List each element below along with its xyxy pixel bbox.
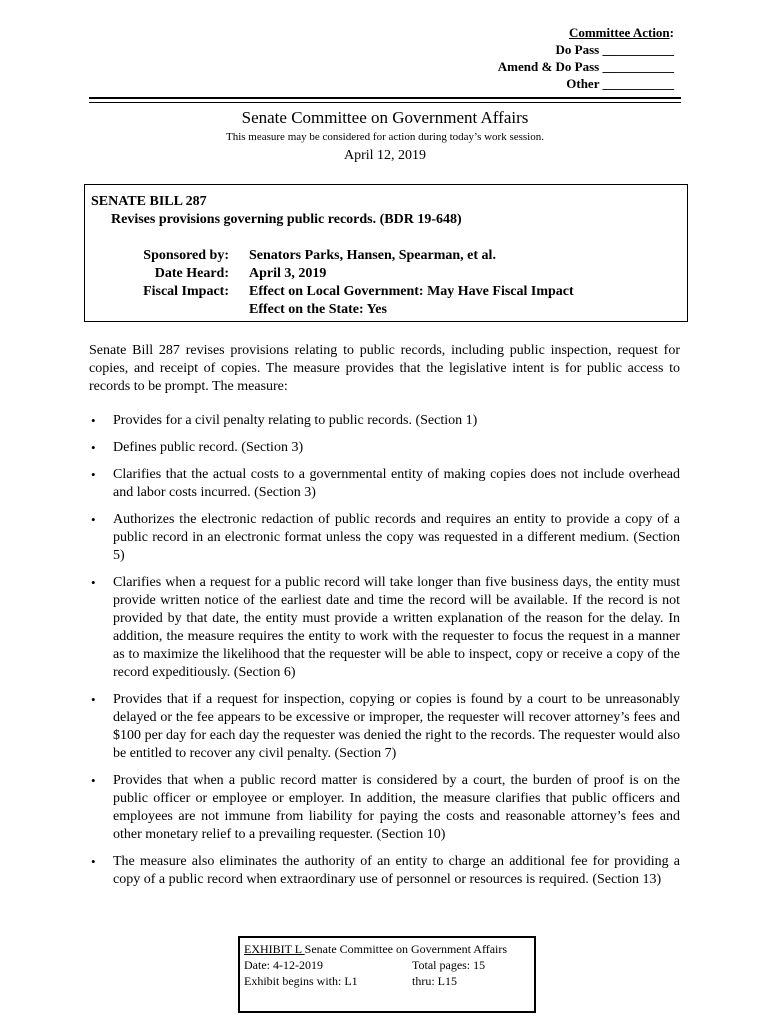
bullet-icon: •: [91, 467, 96, 482]
sponsors-value: Senators Parks, Hansen, Spearman, et al.: [249, 248, 496, 263]
list-item-text: Provides that if a request for inspection, copying or copies is found by a court to be unreasonably delayed or the fee appears to be excessive or improper, the requester will recover attorney’s fees and $100 per day for each day the requester was denied the right to the records. The requester would also be entitled to recover any civil penalty. (Section 7): [113, 692, 680, 761]
amend-do-pass-line: Amend & Do Pass ___________: [497, 59, 674, 74]
date-heard-value: April 3, 2019: [249, 266, 327, 281]
exhibit-label: EXHIBIT L: [244, 942, 305, 956]
bill-intro-paragraph: Senate Bill 287 revises provisions relating to public records, including public inspection, request for copies, and receipt of copies. The measure provides that the legislative intent is for public access to records to be prompt. The measure:: [89, 343, 680, 394]
work-session-note: This measure may be considered for action during today’s work session.: [225, 131, 544, 143]
exhibit-stamp: [238, 936, 536, 1013]
state-fiscal-value: Effect on the State: Yes: [249, 302, 387, 317]
list-item-text: Clarifies when a request for a public record will take longer than five business days, the entity must provide written notice of the earliest date and time the record will be available. If the record is not provided by that date, the entity must provide a written explanation of the reason for the delay. In addition, the measure requires the entity to work with the requester to focus the request in a manner as to maximize the likelihood that the requester will be able to inspect, copy or receive a copy of the record expeditiously. (Section 6): [113, 575, 680, 680]
other-line: Other ___________: [566, 76, 674, 91]
bill-number: SENATE BILL 287: [91, 194, 207, 209]
bill-field-labels: [129, 247, 229, 301]
bullet-icon: •: [91, 773, 96, 788]
list-item-text: Authorizes the electronic redaction of public records and requires an entity to provide a copy of a public record in an electronic format unless the copy was requested in a different medium. (Section 5): [113, 512, 680, 563]
list-item: [89, 412, 680, 430]
bill-field-values: [249, 247, 574, 319]
do-pass-line: Do Pass ___________: [555, 42, 674, 57]
list-item: [89, 853, 680, 889]
list-item: [89, 511, 680, 565]
bullet-icon: •: [91, 575, 96, 590]
date-heard-label: Date Heard:: [154, 266, 229, 281]
list-item: [89, 772, 680, 844]
list-item: [89, 574, 680, 682]
exhibit-committee: Senate Committee on Government Affairs: [304, 942, 508, 956]
bill-summary-box: [84, 184, 688, 322]
committee-action-colon: :: [669, 25, 674, 40]
sponsored-by-label: Sponsored by:: [143, 248, 229, 263]
exhibit-date: Date: 4-12-2019: [244, 958, 323, 972]
bullet-icon: •: [91, 854, 96, 869]
committee-action-block: [498, 24, 674, 92]
header-divider: [89, 97, 681, 103]
local-fiscal-value: Effect on Local Government: May Have Fiscal Impact: [249, 284, 574, 299]
meeting-date: April 12, 2019: [343, 148, 427, 163]
list-item-text: Provides that when a public record matter is considered by a court, the burden of proof is on the public officer or employee or employer. In addition, the measure clarifies that public officers and employees are not immune from liability for paying the costs and reasonable attorney’s fees and other monetary relief to a prevailing requester. (Section 10): [113, 773, 680, 842]
exhibit-begins: Exhibit begins with: L1: [244, 974, 358, 988]
list-item: [89, 439, 680, 457]
bullet-icon: •: [91, 413, 96, 428]
bill-description: Revises provisions governing public records. (BDR 19-648): [111, 212, 462, 227]
list-item: [89, 466, 680, 502]
committee-action-title: Committee Action: [568, 25, 670, 40]
fiscal-impact-label: Fiscal Impact:: [143, 284, 229, 299]
list-item: [89, 691, 680, 763]
list-item-text: The measure also eliminates the authority of an entity to charge an additional fee for providing a copy of a public record when extraordinary use of personnel or resources is required. (Section 13): [113, 854, 680, 887]
bullet-icon: •: [91, 512, 96, 527]
bullet-icon: •: [91, 440, 96, 455]
exhibit-total-pages: Total pages: 15: [412, 958, 486, 972]
list-item-text: Provides for a civil penalty relating to public records. (Section 1): [113, 413, 478, 428]
bullet-icon: •: [91, 692, 96, 707]
provisions-list: [89, 412, 680, 898]
list-item-text: Defines public record. (Section 3): [113, 440, 304, 455]
exhibit-thru: thru: L15: [412, 974, 457, 988]
list-item-text: Clarifies that the actual costs to a governmental entity of making copies does not include overhead and labor costs incurred. (Section 3): [113, 467, 680, 500]
committee-title: Senate Committee on Government Affairs: [241, 108, 529, 127]
